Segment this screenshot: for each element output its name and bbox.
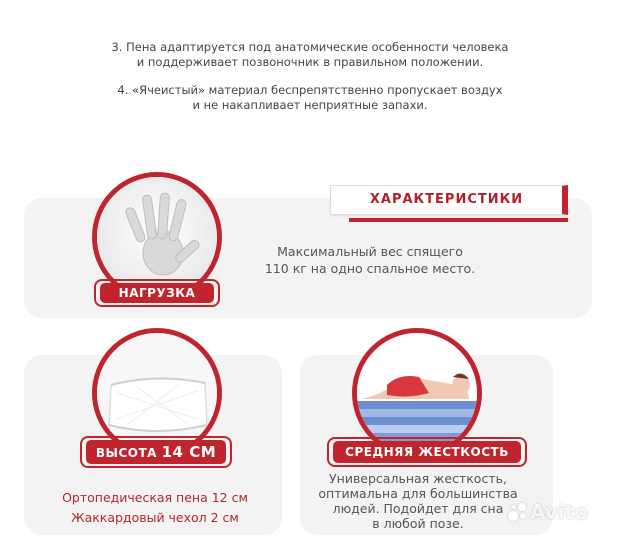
intro-point-4 [60, 83, 560, 113]
firmness-line-1: Универсальная жесткость, [329, 471, 507, 486]
load-description [250, 243, 490, 277]
height-tag [86, 440, 226, 464]
intro-point-4-line-2: и не накапливает неприятные запахи. [192, 98, 428, 112]
intro-point-3-line-2: и поддерживает позвоночник в правильном положении. [136, 55, 484, 69]
avito-watermark-text: Avito [530, 500, 588, 524]
characteristics-header: ХАРАКТЕРИСТИКИ [330, 185, 568, 215]
load-tag: НАГРУЗКА [100, 283, 214, 303]
firmness-line-2: оптимальна для большинства [318, 486, 518, 501]
intro-point-4-line-1: 4. «Ячеистый» материал беспрепятственно пропускает воздух [117, 83, 503, 97]
height-description [40, 488, 270, 528]
firmness-description [303, 471, 533, 531]
load-line-2: 110 кг на одно спальное место. [264, 261, 476, 276]
height-tag-prefix: ВЫСОТА [95, 446, 162, 460]
height-line-2: Жаккардовый чехол 2 см [71, 510, 239, 525]
avito-logo-icon [508, 503, 530, 521]
intro-point-3 [60, 40, 560, 70]
intro-point-3-line-1: 3. Пена адаптируется под анатомические особенности человека [111, 40, 509, 54]
height-tag-value: 14 СМ [161, 443, 217, 461]
height-line-1: Ортопедическая пена 12 см [62, 490, 248, 505]
load-line-1: Максимальный вес спящего [277, 244, 463, 259]
avito-watermark [508, 500, 588, 524]
firmness-line-4: в любой позе. [372, 516, 464, 531]
firmness-tag: СРЕДНЯЯ ЖЕСТКОСТЬ [333, 441, 521, 463]
firmness-line-3: людей. Подойдет для сна [332, 501, 504, 516]
